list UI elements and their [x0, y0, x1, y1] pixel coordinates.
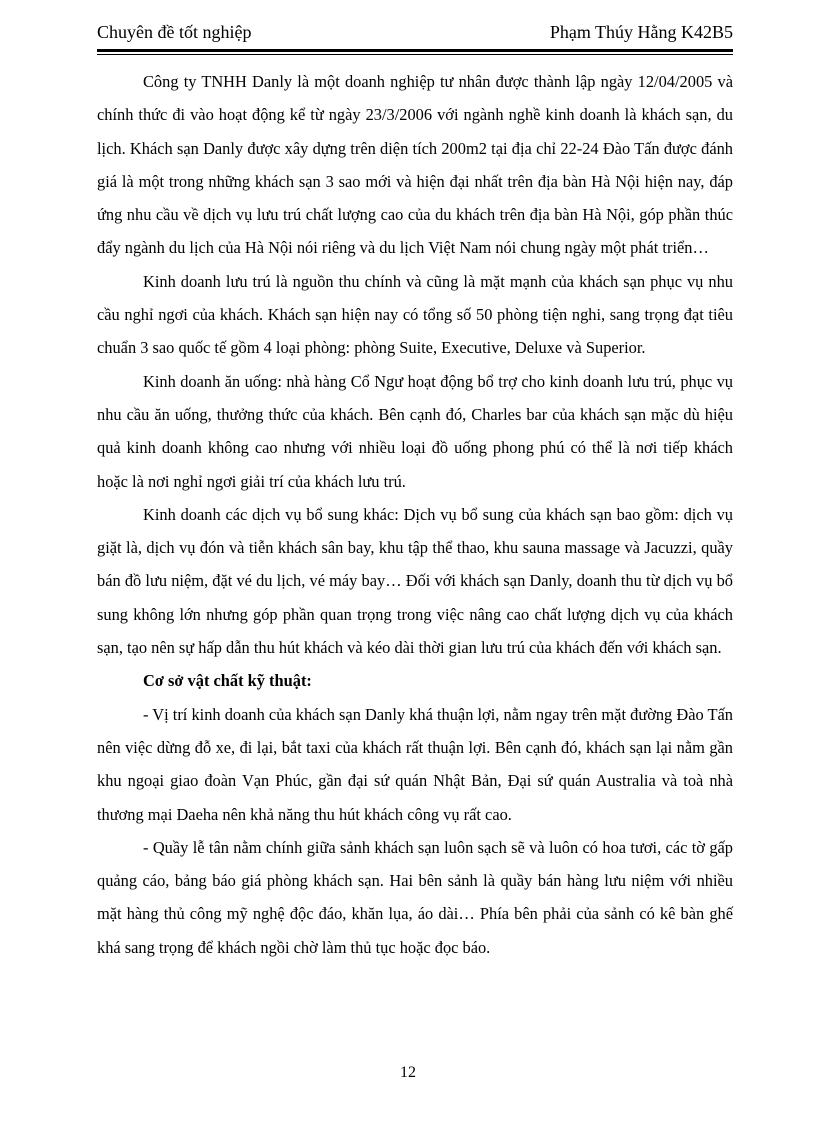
header-rule-thick: [97, 49, 733, 52]
header-rule-thin: [97, 54, 733, 55]
paragraph-company-intro: Công ty TNHH Danly là một doanh nghiệp tư nhân được thành lập ngày 12/04/2005 và chính thức đi vào hoạt động kể từ ngày 23/3/2006 với ngành nghề kinh doanh là khách sạn, du lịch. Khách sạn Danly được xây dựng trên diện tích 200m2 tại địa chỉ 22-24 Đào Tấn được đánh giá là một trong những khách sạn 3 sao mới và hiện đại nhất trên địa bàn Hà Nội hiện nay, đáp ứng nhu cầu về dịch vụ lưu trú chất lượng cao của du khách trên địa bàn Hà Nội, góp phần thúc đẩy ngành du lịch của Hà Nội nói riêng và du lịch Việt Nam nói chung ngày một phát triển…: [97, 72, 733, 258]
bullet-reception: - Quầy lễ tân nằm chính giữa sảnh khách sạn luôn sạch sẽ và luôn có hoa tươi, các tờ gấp quảng cáo, bảng báo giá phòng khách sạn. Hai bên sảnh là quầy bán hàng lưu niệm với nhiều mặt hàng thủ công mỹ nghệ độc đáo, khăn lụa, áo dài… Phía bên phải của sảnh có kê bàn ghế khá sang trọng để khách ngồi chờ làm thủ tục hoặc đọc báo.: [97, 837, 733, 957]
page-number: 12: [400, 1064, 416, 1081]
section-heading: Cơ sở vật chất kỹ thuật:: [143, 671, 312, 691]
body-text: [97, 65, 733, 964]
header-title: Chuyên đề tốt nghiệp: [97, 22, 252, 42]
paragraph-additional-services: Kinh doanh các dịch vụ bổ sung khác: Dịch vụ bổ sung của khách sạn bao gồm: dịch vụ giặt là, dịch vụ đón và tiễn khách sân bay, khu tập thể thao, khu sauna massage và Jacuzzi, quầy bán đồ lưu niệm, đặt vé du lịch, vé máy bay… Đối với khách sạn Danly, doanh thu từ dịch vụ bổ sung không lớn nhưng góp phần quan trọng trong việc nâng cao chất lượng dịch vụ của khách sạn, tạo nên sự hấp dẫn thu hút khách và kéo dài thời gian lưu trú của khách đến với khách sạn.: [97, 504, 733, 658]
paragraph-accommodation: Kinh doanh lưu trú là nguồn thu chính và cũng là mặt mạnh của khách sạn phục vụ nhu cầu nghỉ ngơi của khách. Khách sạn hiện nay có tổng số 50 phòng tiện nghi, sang trọng đạt tiêu chuẩn 3 sao quốc tế gồm 4 loại phòng: phòng Suite, Executive, Deluxe và Superior.: [97, 271, 733, 358]
header-author: Phạm Thúy Hằng K42B5: [549, 22, 733, 42]
paragraph-food-beverage: Kinh doanh ăn uống: nhà hàng Cổ Ngư hoạt động bổ trợ cho kinh doanh lưu trú, phục vụ nhu cầu ăn uống, thưởng thức của khách. Bên cạnh đó, Charles bar của khách sạn mặc dù hiệu quả kinh doanh không cao nhưng với nhiều loại đồ uống phong phú có thể là nơi tiếp khách hoặc là nơi nghỉ ngơi giải trí của khách lưu trú.: [97, 371, 733, 491]
bullet-location: - Vị trí kinh doanh của khách sạn Danly khá thuận lợi, nằm ngay trên mặt đường Đào Tấn nên việc dừng đỗ xe, đi lại, bắt taxi của khách rất thuận lợi. Bên cạnh đó, khách sạn lại nằm gần khu ngoại giao đoàn Vạn Phúc, gần đại sứ quán Nhật Bản, Đại sứ quán Australia và toà nhà thương mại Daeha nên khả năng thu hút khách công vụ rất cao.: [97, 704, 733, 824]
page-header: [97, 18, 733, 48]
